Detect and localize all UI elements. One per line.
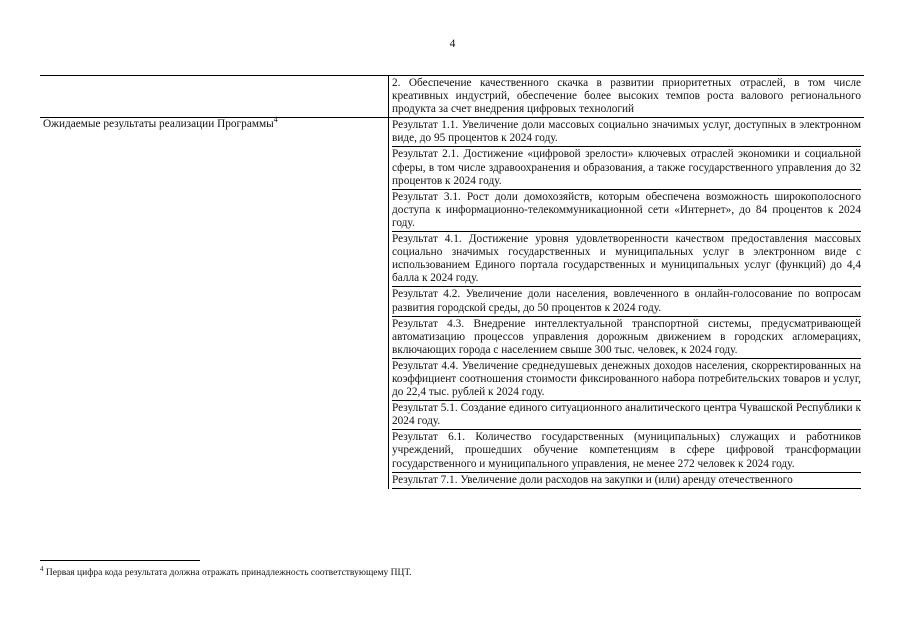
table-row bbox=[40, 118, 864, 489]
result-paragraph: Результат 4.2. Увеличение доли населения, вовлеченного в онлайн-голосование по вопросам развития городской среды, до 50 процентов к 2024 году. bbox=[392, 287, 861, 316]
result-paragraph: Результат 2.1. Достижение «цифровой зрелости» ключевых отраслей экономики и социальной сферы, в том числе здравоохранения и образования, а также государственного управления до 32 процентов к 2024 году. bbox=[392, 147, 861, 189]
result-paragraph: Результат 4.3. Внедрение интеллектуальной транспортной системы, предусматривающей автоматизацию процессов управления дорожным движением в городских агломерациях, включающих города с населением свыше 300 тыс. человек, к 2024 году. bbox=[392, 317, 861, 359]
row-content bbox=[389, 118, 865, 489]
table-row bbox=[40, 76, 864, 118]
result-paragraph: Результат 5.1. Создание единого ситуационного аналитического центра Чувашской Республики к 2024 году. bbox=[392, 401, 861, 430]
result-paragraph: Результат 1.1. Увеличение доли массовых социально значимых услуг, доступных в электронном виде, до 95 процентов к 2024 году. bbox=[392, 118, 861, 147]
program-table bbox=[40, 75, 864, 489]
page-number: 4 bbox=[449, 38, 456, 50]
row-label: Ожидаемые результаты реализации Программы bbox=[43, 118, 274, 131]
row-label bbox=[40, 76, 389, 118]
footnote-divider bbox=[40, 560, 200, 561]
footnote-text: Первая цифра кода результата должна отражать принадлежность соответствующему ПЦТ. bbox=[45, 568, 412, 578]
row-label-cell bbox=[40, 115, 389, 489]
result-paragraph: Результат 4.4. Увеличение среднедушевых денежных доходов населения, скорректированных на коэффициент соотношения стоимости фиксированного набора потребительских товаров и услуг, до 22,4 тыс. рублей к 2024 году. bbox=[392, 359, 861, 401]
footnote-mark: 4 bbox=[40, 564, 44, 573]
result-paragraph: Результат 7.1. Увеличение доли расходов на закупки и (или) аренду отечественного bbox=[392, 473, 861, 489]
footnote bbox=[40, 564, 412, 578]
row-content bbox=[389, 76, 865, 118]
result-paragraph: Результат 3.1. Рост доли домохозяйств, которым обеспечена возможность широкополосного доступа к информационно-телекоммуникационной сети «Интернет», до 84 процентов к 2024 году. bbox=[392, 190, 861, 232]
result-paragraph: Результат 4.1. Достижение уровня удовлетворенности качеством предоставления массовых социально значимых государственных и муниципальных услуг в электронном виде с использованием Единого портала государственных и муниципальных услуг (функций) до 4,4 балла к 2024 году. bbox=[392, 232, 861, 287]
result-paragraph: Результат 6.1. Количество государственных (муниципальных) служащих и работников учреждений, прошедших обучение компетенциям в сфере цифровой трансформации государственного и муниципального управления, не менее 272 человек к 2024 году. bbox=[392, 430, 861, 472]
footnote-ref: 4 bbox=[273, 115, 278, 125]
goal-paragraph: 2. Обеспечение качественного скачка в развитии приоритетных отраслей, в том числе креативных индустрий, обеспечение более высоких темпов роста валового регионального продукта за счет внедрения цифровых технологий bbox=[392, 77, 861, 116]
